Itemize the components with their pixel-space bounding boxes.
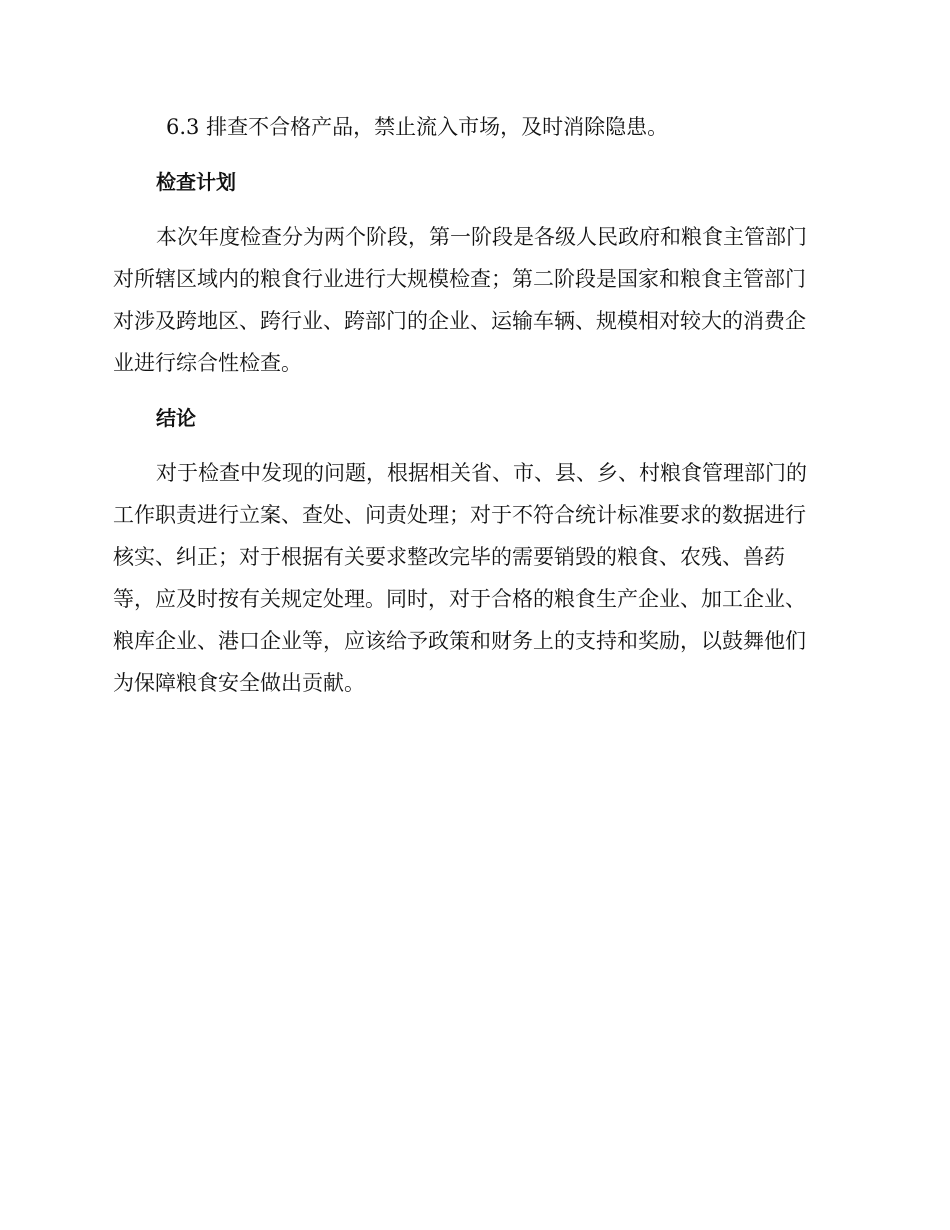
paragraph-line: 等，应及时按有关规定处理。同时，对于合格的粮食生产企业、加工企业、 xyxy=(113,587,806,611)
paragraph-line: 粮库企业、港口企业等，应该给予政策和财务上的支持和奖励，以鼓舞他们 xyxy=(113,629,806,653)
section-heading-conclusion: 结论 xyxy=(156,406,196,430)
list-item-6-3: 6.3 排查不合格产品，禁止流入市场，及时消除隐患。 xyxy=(166,115,669,139)
paragraph-line: 对涉及跨地区、跨行业、跨部门的企业、运输车辆、规模相对较大的消费企 xyxy=(113,309,806,333)
paragraph-line: 工作职责进行立案、查处、问责处理；对于不符合统计标准要求的数据进行 xyxy=(113,503,806,527)
paragraph-line: 业进行综合性检查。 xyxy=(113,351,302,375)
section-heading-inspection-plan: 检查计划 xyxy=(156,170,236,194)
paragraph-line: 对于检查中发现的问题，根据相关省、市、县、乡、村粮食管理部门的 xyxy=(156,461,807,485)
paragraph-line: 本次年度检查分为两个阶段，第一阶段是各级人民政府和粮食主管部门 xyxy=(156,225,807,249)
paragraph-line: 核实、纠正；对于根据有关要求整改完毕的需要销毁的粮食、农残、兽药 xyxy=(113,545,785,569)
paragraph-line: 为保障粮食安全做出贡献。 xyxy=(113,671,365,695)
paragraph-line: 对所辖区域内的粮食行业进行大规模检查；第二阶段是国家和粮食主管部门 xyxy=(113,267,806,291)
